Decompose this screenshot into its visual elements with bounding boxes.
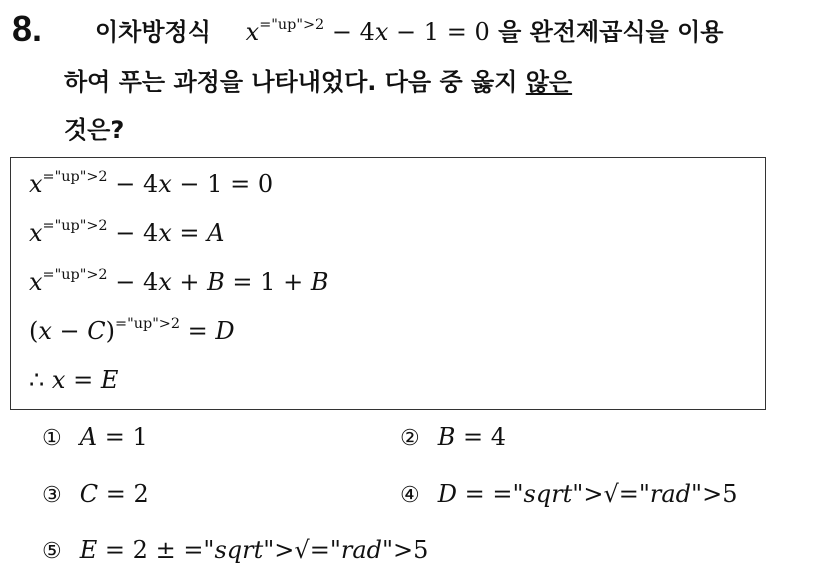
choice-text-1: A = 1 (79, 423, 148, 451)
choice-mark-3: ③ (42, 483, 62, 508)
choice-text-5: E = 2 ± ="sqrt">√="rad">5 (79, 536, 429, 564)
solution-box (10, 157, 766, 410)
solution-step-3: $x^{="up">2} - 4x + B = 1 + B$ (29, 267, 329, 296)
choice-4[interactable] (400, 480, 737, 508)
choice-text-3: C = 2 (79, 480, 149, 508)
choice-mark-4: ④ (400, 483, 420, 508)
question-number: 8. (12, 8, 43, 49)
choice-5[interactable] (42, 536, 428, 564)
solution-step-2: $x^{="up">2} - 4x = A$ (29, 218, 225, 247)
question-underlined-word: 않은 (525, 68, 573, 96)
question-equation: $x^{="up">2} - 4x - 1 = 0$ (245, 17, 490, 46)
choice-mark-1: ① (42, 426, 62, 451)
solution-step-1: $x^{="up">2} - 4x - 1 = 0$ (29, 169, 274, 198)
solution-step-5: ∴ x = E (29, 366, 119, 394)
choice-mark-2: ② (400, 426, 420, 451)
question-line1-tail: 을 완전제곱식을 이용 (498, 18, 724, 46)
question-line-1 (95, 12, 723, 47)
question-lead-text: 이차방정식 (95, 18, 211, 46)
choice-mark-5: ⑤ (42, 539, 62, 564)
choice-2[interactable] (400, 423, 506, 451)
question-line2-text: 하여 푸는 과정을 나타내었다. 다음 중 옳지 (64, 68, 526, 96)
choice-text-2: B = 4 (437, 423, 507, 451)
choice-1[interactable] (42, 423, 148, 451)
question-line-2 (64, 62, 572, 97)
choice-text-4: D = ="sqrt">√="rad">5 (437, 480, 738, 508)
question-line-3: 것은? (64, 116, 125, 144)
choice-3[interactable] (42, 480, 149, 508)
solution-step-4: $(x - C)^{="up">2} = D$ (29, 316, 235, 345)
